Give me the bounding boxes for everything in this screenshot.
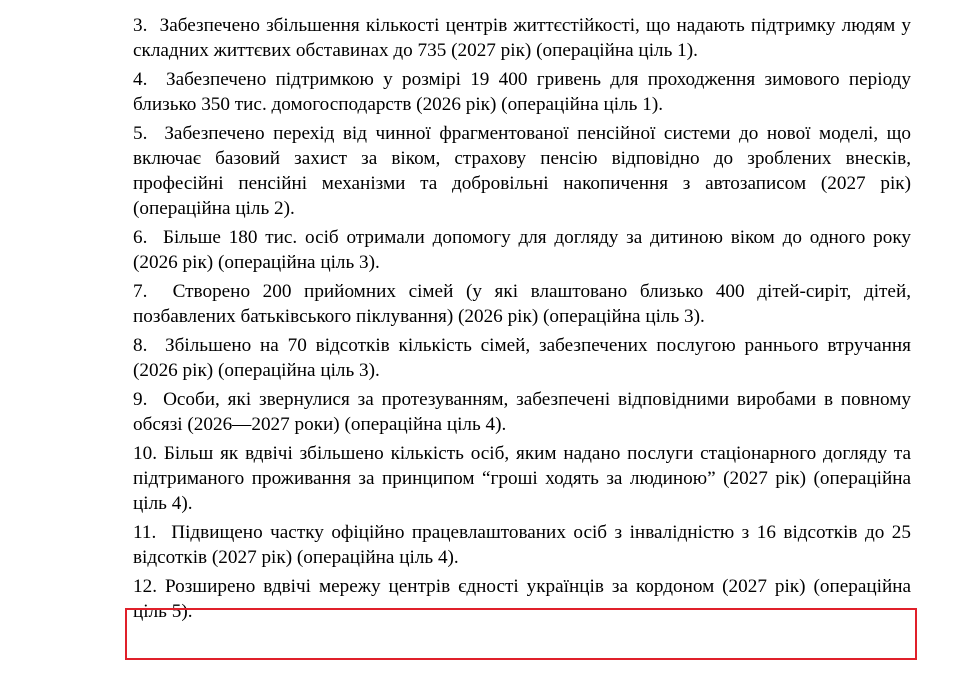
item-text: Більш як вдвічі збільшено кількість осіб, яким надано послуги стаціонарного догляду та підтриманого проживання за принципом “гроші ходять за людиною” (2027 рік) (операційна ціль 4).: [133, 443, 911, 514]
list-item: [133, 225, 911, 275]
item-number: 10.: [133, 443, 157, 464]
item-number: 3.: [133, 15, 148, 36]
item-text: Розширено вдвічі мережу центрів єдності українців за кордоном (2027 рік) (операційна ціль 5).: [133, 576, 911, 622]
item-number: 6.: [133, 227, 148, 248]
item-text: Підвищено частку офіційно працевлаштованих осіб з інвалідністю з 16 відсотків до 25 відсотків (2027 рік) (операційна ціль 4).: [133, 522, 911, 568]
item-number: 12.: [133, 576, 157, 597]
item-number: 5.: [133, 123, 148, 144]
item-text: Забезпечено перехід від чинної фрагментованої пенсійної системи до нової моделі, що включає базовий захист за віком, страхову пенсію відповідно до зроблених внесків, професійні пенсійні механізми та добровільні накопичення з автозаписом (2027 рік) (операційна ціль 2).: [133, 123, 911, 219]
item-text: Забезпечено підтримкою у розмірі 19 400 гривень для проходження зимового періоду близько 350 тис. домогосподарств (2026 рік) (операційна ціль 1).: [133, 69, 912, 115]
highlight-box: [125, 608, 917, 660]
list-item: [133, 121, 911, 221]
list-item: [133, 387, 911, 437]
item-text: Створено 200 прийомних сімей (у які влаштовано близько 400 дітей-сиріт, дітей, позбавлених батьківського піклування) (2026 рік) (операційна ціль 3).: [133, 281, 912, 327]
item-text: Більше 180 тис. осіб отримали допомогу для догляду за дитиною віком до одного року (2026 рік) (операційна ціль 3).: [133, 227, 911, 273]
item-number: 11.: [133, 522, 157, 543]
list-item: [133, 333, 911, 383]
list-item: [133, 520, 911, 570]
document-body: [133, 13, 911, 628]
list-item: [133, 441, 911, 516]
item-text: Особи, які звернулися за протезуванням, забезпечені відповідними виробами в повному обсязі (2026—2027 роки) (операційна ціль 4).: [133, 389, 912, 435]
list-item: [133, 13, 911, 63]
list-item: [133, 279, 911, 329]
item-number: 9.: [133, 389, 148, 410]
item-number: 4.: [133, 69, 148, 90]
item-text: Забезпечено збільшення кількості центрів життєстійкості, що надають підтримку людям у складних життєвих обставинах до 735 (2027 рік) (операційна ціль 1).: [133, 15, 911, 61]
item-number: 7.: [133, 281, 148, 302]
item-number: 8.: [133, 335, 148, 356]
list-item: [133, 67, 911, 117]
item-text: Збільшено на 70 відсотків кількість сімей, забезпечених послугою раннього втручання (2026 рік) (операційна ціль 3).: [133, 335, 911, 381]
